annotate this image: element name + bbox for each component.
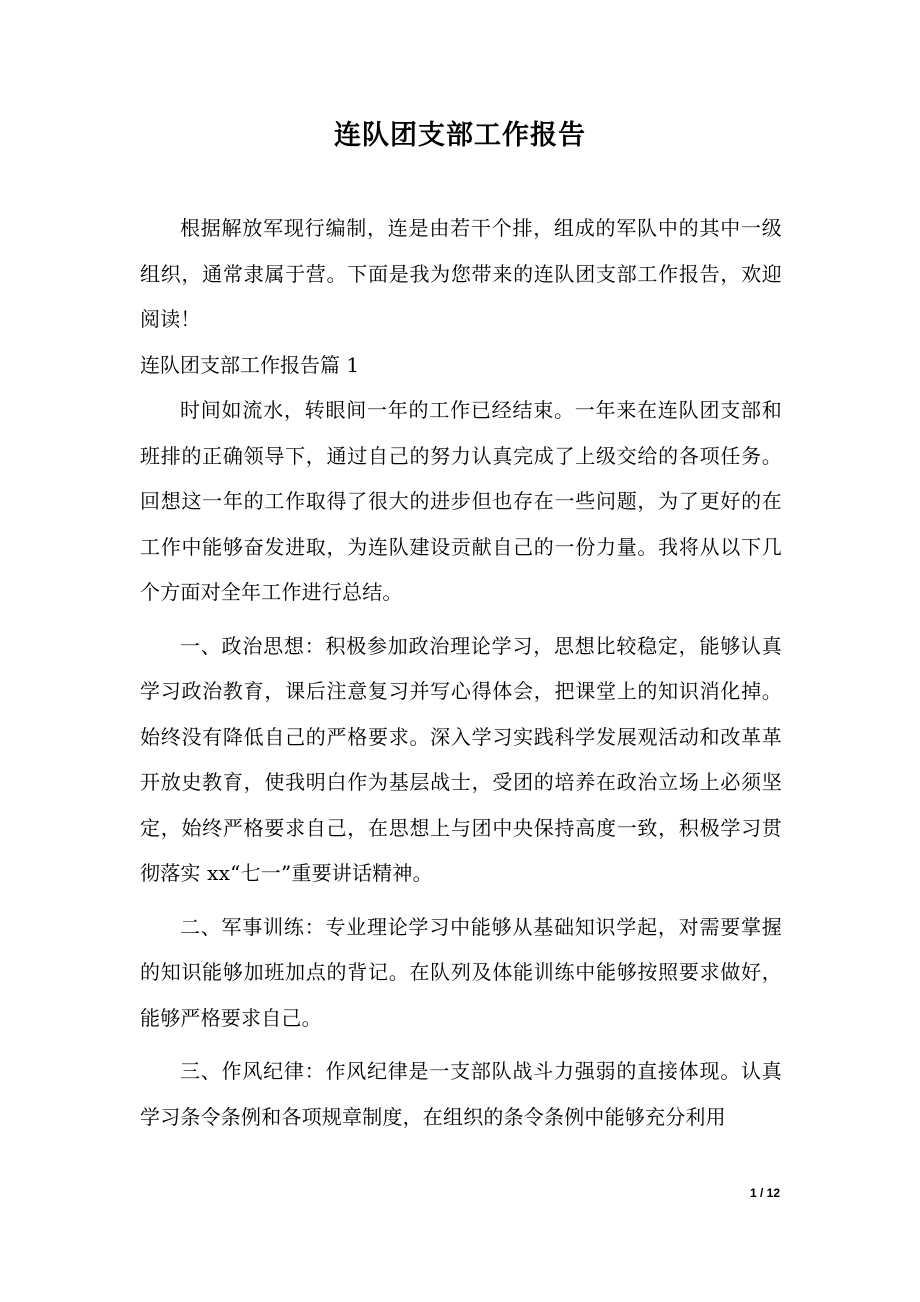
body-paragraph: 时间如流水，转眼间一年的工作已经结束。一年来在连队团支部和班排的正确领导下，通过自己的努力认真完成了上级交给的各项任务。回想这一年的工作取得了很大的进步但也存在一些问题，为了更好的在工作中能够奋发进取，为连队建设贡献自己的一份力量。我将从以下几个方面对全年工作进行总结。: [140, 398, 782, 604]
body-paragraph: 二、军事训练：专业理论学习中能够从基础知识学起，对需要掌握的知识能够加班加点的背记。在队列及体能训练中能够按照要求做好，能够严格要求自己。: [140, 914, 782, 1030]
body-paragraph: 一、政治思想：积极参加政治理论学习，思想比较稳定，能够认真学习政治教育，课后注意复习并写心得体会，把课堂上的知识消化掉。始终没有降低自己的严格要求。深入学习实践科学发展观活动和改革革开放史教育，使我明白作为基层战士，受团的培养在政治立场上必须坚定，始终严格要求自己，在思想上与团中央保持高度一致，积极学习贯彻落实 xx“七一”重要讲话精神。: [140, 633, 782, 885]
document-title: 连队团支部工作报告: [334, 120, 586, 151]
document-body: [140, 206, 782, 1140]
page-number: 1 / 12: [749, 1186, 780, 1200]
intro-paragraph: 根据解放军现行编制，连是由若干个排，组成的军队中的其中一级组织，通常隶属于营。下面是我为您带来的连队团支部工作报告，欢迎阅读！: [140, 216, 782, 331]
body-paragraph: 三、作风纪律：作风纪律是一支部队战斗力强弱的直接体现。认真学习条令条例和各项规章制度，在组织的条令条例中能够充分利用: [140, 1059, 782, 1129]
section-heading: 连队团支部工作报告篇 1: [140, 352, 360, 377]
